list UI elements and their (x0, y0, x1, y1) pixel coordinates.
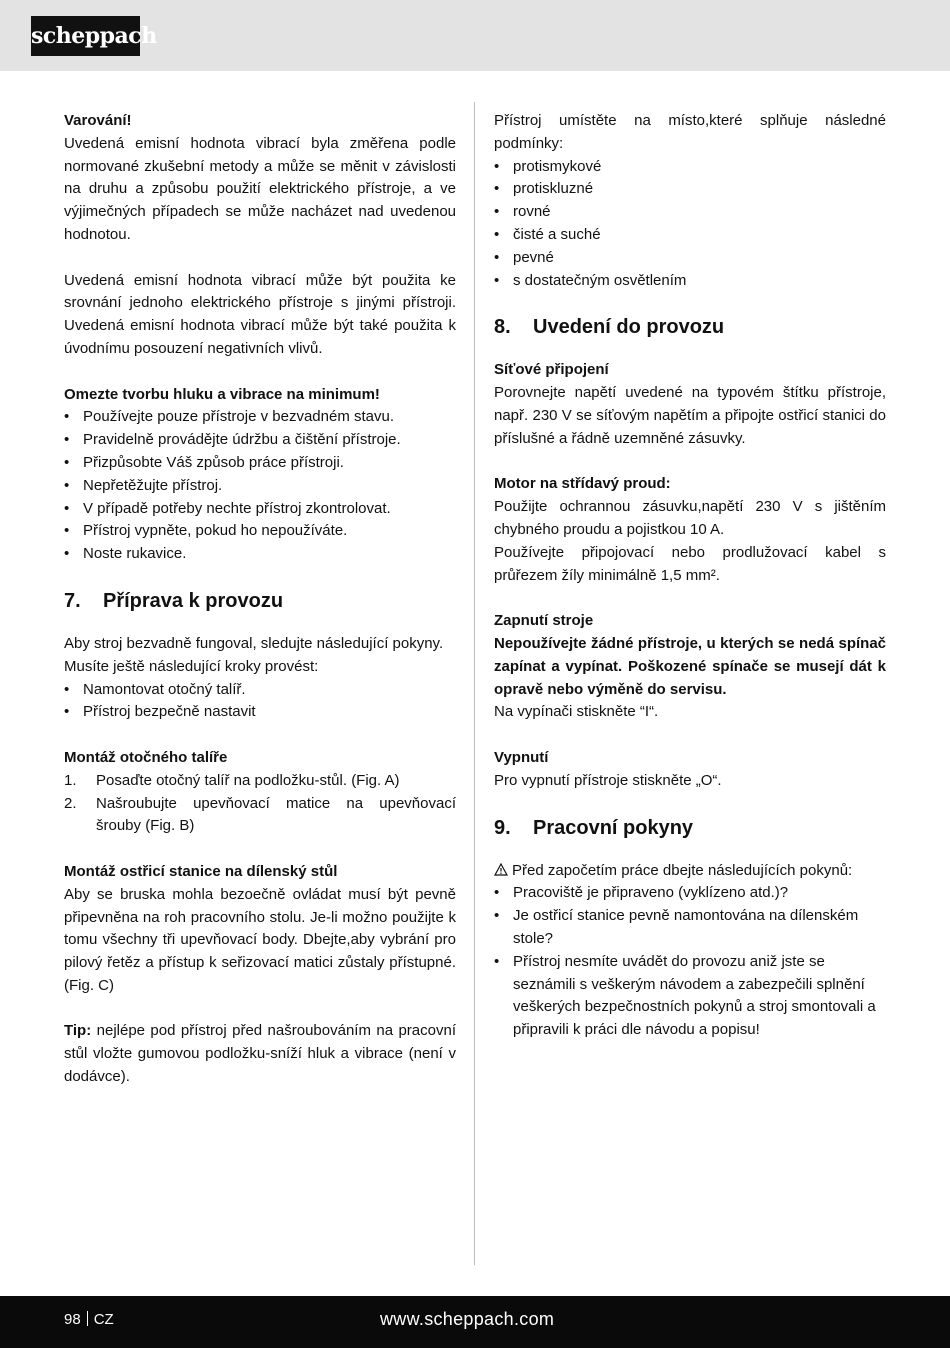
list-item: • Noste rukavice. (64, 543, 456, 566)
separator (87, 1311, 88, 1326)
page-number: 98 (64, 1311, 81, 1328)
step-item (64, 793, 456, 839)
bench-text: Aby se bruska mohla bezoečně ovládat musí být pevně připevněna na roh pracovního stolu. Je-li možno použijte k tomu všechny tři upevňovací body. Dbejte,aby vybrání pro pilový řetěz a přístup k seřizovací matici zůstaly přístupné. (Fig. C) (64, 885, 456, 994)
work-list (494, 882, 886, 1042)
vibration-text: Uvedená emisní hodnota vibrací může být použita ke srovnání jednoho elektrického přístroje s jinými přístroji. Uvedená emisní hodnota vibrací může být také použita k úvodnímu posouzení negativních vlivů. (64, 271, 456, 357)
noise-title: Omezte tvorbu hluku a vibrace na minimum! (64, 385, 380, 403)
section-title: Pracovní pokyny (533, 816, 694, 839)
noise-list (64, 406, 456, 566)
plate-title: Montáž otočného talíře (64, 748, 228, 766)
section-7-heading (64, 584, 456, 618)
switch-on-warning: Nepoužívejte žádné přístroje, u kterých se nedá spínač zapínat a vypínat. Poškozené spínače se musejí dát k opravě nebo výměně do servisu. (494, 634, 886, 698)
tip-label: Tip: (64, 1022, 92, 1040)
list-item: • pevné (494, 247, 886, 270)
header-bar (0, 0, 950, 71)
prep-list (64, 679, 456, 725)
prep-text: Aby stroj bezvadně fungoval, sledujte následující pokyny. (64, 634, 444, 652)
step-text: Posaďte otočný talíř na podložku-stůl. (Fig. A) (96, 771, 400, 789)
list-item: • Přístroj vypněte, pokud ho nepoužíváte. (64, 520, 456, 543)
section-8-heading (494, 310, 886, 344)
list-item: • Používejte pouze přístroje v bezvadném stavu. (64, 406, 456, 429)
list-item: • Pravidelně provádějte údržbu a čištění přístroje. (64, 429, 456, 452)
place-text: Přístroj umístěte na místo,které splňuje následné podmínky: (494, 112, 886, 152)
step-text: Našroubujte upevňovací matice na upevňovací šrouby (Fig. B) (96, 794, 456, 835)
tip-paragraph (64, 1020, 456, 1088)
logo-text: scheppach (31, 23, 157, 49)
language-code: CZ (93, 1311, 114, 1328)
section-title: Uvedení do provozu (533, 316, 725, 339)
place-list (494, 156, 886, 293)
switch-off-title: Vypnutí (494, 748, 549, 766)
list-item: • Nepřetěžujte přístroj. (64, 475, 456, 498)
website-link[interactable]: www.scheppach.com (380, 1309, 555, 1329)
warning-text: Uvedená emisní hodnota vibrací byla změřena podle normované zkušební metody a může se měnit v závislosti na druhu a způsobu použití elektrického přístroje, a ve výjimečných případech se může nacházet nad uvedenou hodnotou. (64, 134, 456, 243)
list-item: • V případě potřeby nechte přístroj zkontrolovat. (64, 498, 456, 521)
work-intro (494, 860, 886, 883)
warning-title: Varování! (64, 112, 132, 129)
scheppach-logo (31, 16, 157, 56)
step-number: 1. (64, 771, 77, 789)
bench-title: Montáž ostřicí stanice na dílenský stůl (64, 862, 338, 880)
prep-text-2: Musíte ještě následující kroky provést: (64, 657, 319, 675)
step-item (64, 770, 456, 793)
tip-text: nejlépe pod přístroj před našroubováním na pracovní stůl vložte gumovou podložku-sníží hluk a vibrace (není v dodávce). (64, 1022, 456, 1086)
left-column (64, 110, 456, 1089)
switch-on-title: Zapnutí stroje (494, 612, 594, 630)
right-column (494, 110, 886, 1042)
section-number: 7. (64, 589, 81, 612)
step-number: 2. (64, 794, 77, 812)
list-item: • Přístroj nesmíte uvádět do provozu aniž jste se seznámili s veškerým návodem a zabezpečili splnění veškerých bezpečnostních pokynů a stroj smontovali a připravili k práci dle návodu a popisu! (494, 951, 886, 1042)
column-divider (474, 102, 475, 1265)
section-number: 9. (494, 816, 511, 839)
list-item: • Přizpůsobte Váš způsob práce přístroji. (64, 452, 456, 475)
page-indicator (64, 1309, 114, 1331)
section-number: 8. (494, 316, 511, 339)
list-item: • rovné (494, 201, 886, 224)
list-item: • Přístroj bezpečně nastavit (64, 701, 456, 724)
mains-title: Síťové připojení (494, 361, 609, 379)
switch-on-text: Na vypínači stiskněte “I“. (494, 703, 659, 721)
mains-text: Porovnejte napětí uvedené na typovém štítku přístroje, např. 230 V se síťovým napětím a připojte ostřicí stanici do příslušné a řádně uzemněné zásuvky. (494, 384, 886, 447)
list-item: • čisté a suché (494, 224, 886, 247)
warning-triangle-icon (494, 860, 512, 883)
list-item: • s dostatečným osvětlením (494, 270, 886, 293)
footer-bar (0, 1296, 950, 1348)
switch-off-text: Pro vypnutí přístroje stiskněte „O“. (494, 771, 722, 789)
section-title: Příprava k provozu (103, 589, 284, 612)
list-item: • protismykové (494, 156, 886, 179)
work-intro-text: Před započetím práce dbejte následujících pokynů: (512, 861, 853, 879)
list-item: • protiskluzné (494, 178, 886, 201)
list-item: • Je ostřicí stanice pevně namontována na dílenském stole? (494, 905, 886, 951)
plate-steps (64, 770, 456, 838)
list-item: • Namontovat otočný talíř. (64, 679, 456, 702)
list-item: • Pracoviště je připraveno (vyklízeno atd.)? (494, 882, 886, 905)
motor-text: Použijte ochrannou zásuvku,napětí 230 V s jištěním chybného proudu a pojistkou 10 A. (494, 498, 886, 538)
section-9-heading (494, 811, 886, 845)
motor-title: Motor na střídavý proud: (494, 475, 671, 493)
motor-cable-text: Používejte připojovací nebo prodlužovací kabel s průřezem žíly minimálně 1,5 mm². (494, 543, 886, 584)
